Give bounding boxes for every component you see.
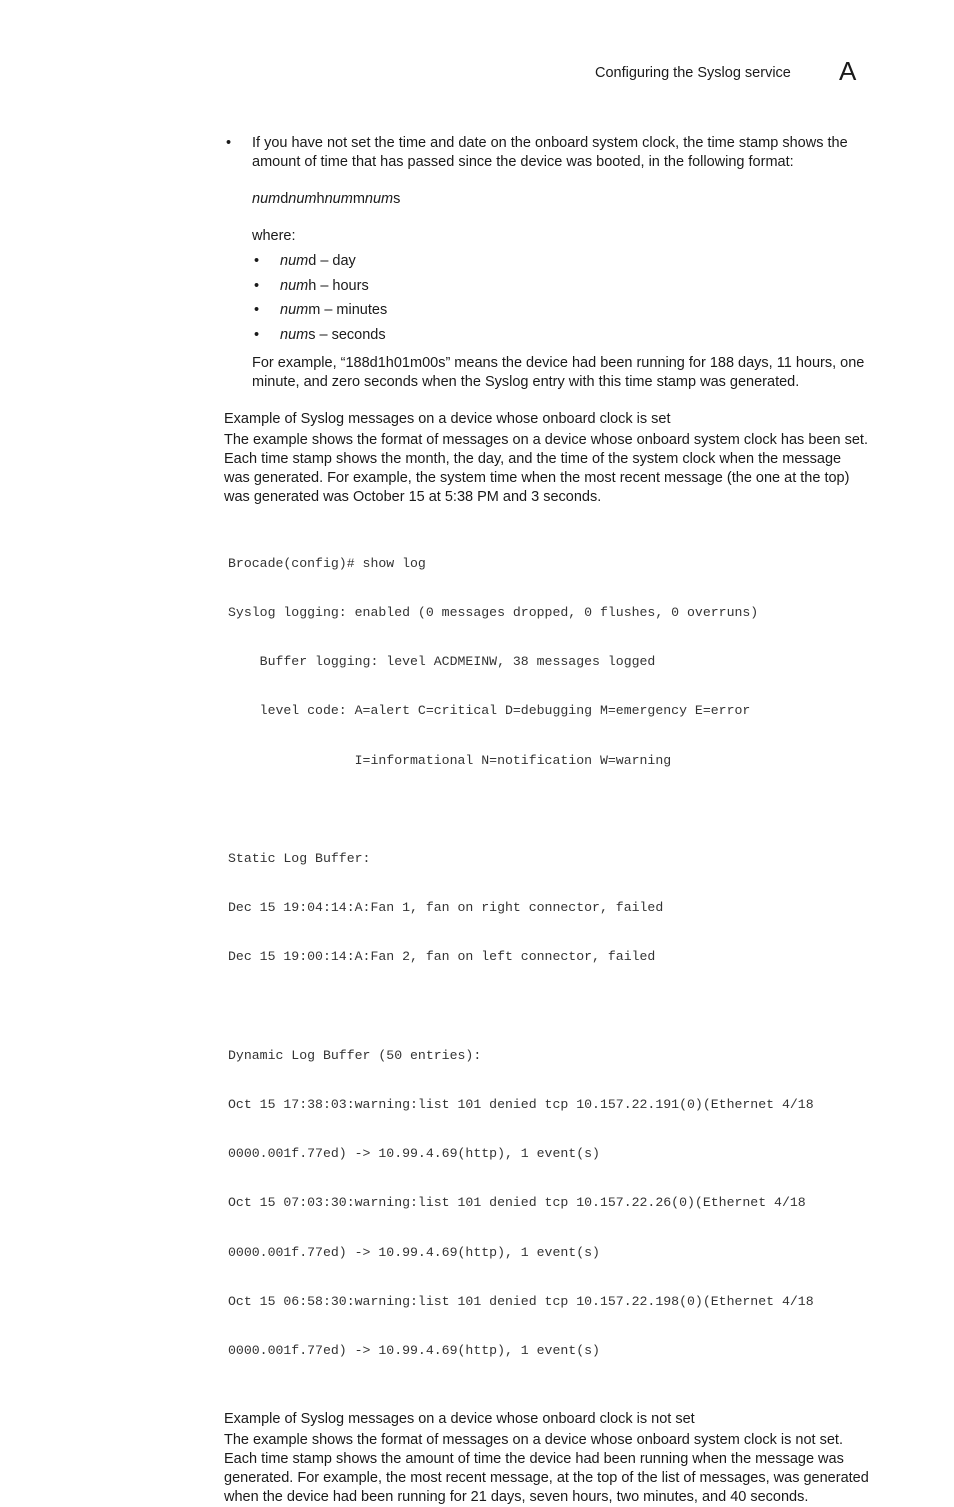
code-line: Dec 15 19:04:14:A:Fan 1, fan on right connector, failed [228,900,664,916]
unit-num: num [280,302,309,318]
where-label: where: [252,228,296,244]
unit-num: num [280,277,309,294]
appendix-letter: A [839,56,857,86]
unit-desc: – seconds [315,326,386,343]
code-line: 0000.001f.77ed) -> 10.99.4.69(http), 1 event(s) [228,1343,600,1359]
unit-letter: m [308,302,321,318]
code-line: Buffer logging: level ACDMEINW, 38 messages logged [228,654,656,670]
list-item [252,252,869,277]
format-num-2: num [288,191,317,207]
section1-heading: Example of Syslog messages on a device whose onboard clock is set [224,411,671,427]
unit-list [252,252,869,350]
code-line: Brocade(config)# show log [228,555,426,571]
unit-num: num [280,253,309,269]
code-line: Oct 15 06:58:30:warning:list 101 denied tcp 10.157.22.198(0)(Ethernet 4/18 [228,1293,814,1309]
bullet-icon: • [254,253,260,269]
code-line: Dec 15 19:00:14:A:Fan 2, fan on left connector, failed [228,949,656,965]
section2-heading: Example of Syslog messages on a device whose onboard clock is not set [224,1411,695,1428]
unit-desc: – day [316,253,356,269]
code-line: Oct 15 07:03:30:warning:list 101 denied tcp 10.157.22.26(0)(Ethernet 4/18 [228,1195,806,1211]
code-line: 0000.001f.77ed) -> 10.99.4.69(http), 1 event(s) [228,1146,600,1162]
bullet-icon: • [254,302,260,318]
bullet-icon: • [254,326,260,343]
intro-bullet-item [224,134,869,172]
unit-num: num [280,326,309,343]
bullet-icon: • [254,277,260,294]
list-item [252,326,869,351]
section1-body: The example shows the format of messages on a device whose onboard system clock has been set. Each time stamp shows the month, the day, and the time of the system clock when the message was generated. For example, the system time when the most recent message (the one at the top) was generated was October 15 at 5:38 PM and 3 seconds. [224,432,868,505]
format-m: m [352,191,365,207]
code-line: Dynamic Log Buffer (50 entries): [228,1047,482,1063]
code-line: Static Log Buffer: [228,851,371,867]
format-num-1: num [252,191,281,207]
code-line: I=informational N=notification W=warning [228,752,672,768]
format-num-3: num [324,191,353,207]
example-paragraph: For example, “188d1h01m00s” means the device had been running for 188 days, 11 hours, one minute, and zero seconds when the Syslog entry with this time stamp was generated. [252,355,865,390]
running-header-title: Configuring the Syslog service [595,65,791,81]
unit-letter: h [308,277,317,294]
bullet-icon: • [226,135,232,151]
unit-desc: – minutes [320,302,388,318]
code-line [228,802,869,818]
code-line: level code: A=alert C=critical D=debugging M=emergency E=error [228,703,751,719]
page-content [224,134,869,1507]
code-line [228,999,869,1015]
code-line: Syslog logging: enabled (0 messages dropped, 0 flushes, 0 overruns) [228,605,759,621]
code-block [228,523,869,1392]
unit-letter: d [308,253,317,269]
format-s: s [393,191,401,207]
list-item [252,277,869,302]
format-h: h [316,191,325,207]
code-line: Oct 15 17:38:03:warning:list 101 denied tcp 10.157.22.191(0)(Ethernet 4/18 [228,1097,814,1113]
format-d: d [280,191,289,207]
code-line: 0000.001f.77ed) -> 10.99.4.69(http), 1 event(s) [228,1244,600,1260]
list-item [252,301,869,326]
time-format-line [252,190,869,209]
unit-letter: s [308,326,316,343]
unit-desc: – hours [316,277,369,294]
intro-bullet-text: If you have not set the time and date on the onboard system clock, the time stamp shows the amount of time that has passed since the device was booted, in the following format: [252,135,848,170]
section2-body: The example shows the format of messages on a device whose onboard system clock is not set. Each time stamp shows the amount of time the device had been running when the message was generated. For example, the most recent message, at the top of the list of messages, was generated when the device had been running for 21 days, seven hours, two minutes, and 40 seconds. [224,1432,869,1506]
format-num-4: num [364,191,394,207]
